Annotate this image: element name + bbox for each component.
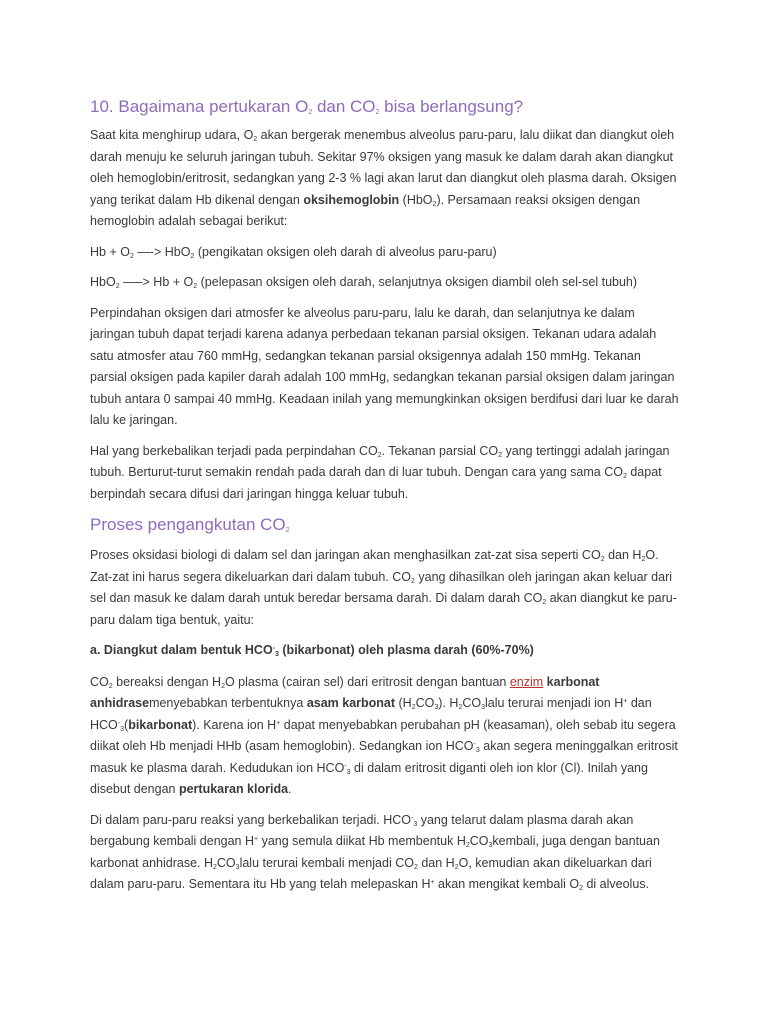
subscript: 3	[120, 725, 125, 733]
text: lalu terurai menjadi ion H	[484, 696, 624, 710]
subscript: 2	[213, 863, 217, 871]
subscript: 2	[542, 599, 547, 606]
text: di dalam eritrosit diganti oleh ion klor (Cl). Inilah yang disebut dengan	[90, 760, 648, 796]
text: HbO	[90, 275, 116, 289]
superscript: +	[254, 836, 259, 843]
enzim-link[interactable]: enzim	[509, 674, 544, 689]
subscript: 3	[413, 820, 418, 828]
subscript: 2	[193, 283, 198, 290]
text: ). Persamaan reaksi oksigen dengan hemoglobin adalah sebagai berikut:	[90, 192, 641, 228]
text: (H	[395, 696, 412, 710]
superscript: -	[272, 645, 276, 652]
text: (HbO	[399, 192, 433, 207]
subscript: 2	[622, 473, 627, 480]
subscript: 2	[190, 252, 195, 260]
subscript: 2	[285, 527, 290, 534]
subscript: 3	[475, 747, 480, 754]
document-page	[90, 96, 680, 905]
text: (pengikatan oksigen oleh darah di alveolus paru-paru)	[194, 244, 497, 259]
superscript: -	[473, 741, 476, 748]
text: .	[288, 782, 292, 796]
subscript: 2	[411, 577, 415, 585]
subscript: 2	[221, 682, 225, 690]
text: a. Diangkut dalam bentuk HCO	[90, 643, 273, 657]
subscript: 2	[458, 704, 463, 711]
text: CO	[90, 674, 109, 689]
text: dan H	[604, 548, 642, 562]
subscript: 2	[308, 109, 313, 116]
superscript: -	[410, 814, 414, 822]
text: CO	[462, 696, 482, 710]
bold-term: asam karbonat	[306, 696, 396, 710]
text: lalu terurai kembali menjadi CO	[239, 855, 414, 870]
text: ). H	[438, 696, 459, 710]
heading-text: Proses pengangkutan CO	[90, 515, 286, 534]
text: yang dihasilkan oleh jaringan akan keluar dari sel dan masuk ke dalam darah untuk beredar bersama darah. Di dalam darah CO	[90, 569, 673, 605]
equation-binding	[90, 242, 680, 264]
text: dan H	[417, 855, 455, 870]
subscript: 2	[454, 863, 459, 871]
superscript: +	[623, 698, 628, 705]
subscript: 2	[432, 200, 437, 208]
superscript: -	[344, 762, 347, 770]
text: ). Karena ion H	[192, 717, 277, 732]
superscript: +	[430, 879, 435, 886]
bold-term: karbonat anhidrase	[90, 674, 600, 710]
text: Saat kita menghirup udara, O	[90, 128, 254, 142]
subscript: 2	[253, 136, 258, 143]
text: (pelepasan oksigen oleh darah, selanjutnya oksigen diambil oleh sel-sel tubuh)	[197, 275, 638, 289]
subscript: 2	[375, 109, 380, 116]
reverse-paragraph	[90, 441, 680, 506]
question-heading	[90, 96, 680, 118]
subscript: 2	[108, 682, 113, 690]
intro-paragraph	[90, 125, 680, 233]
equation-release	[90, 272, 680, 294]
subscript: 3	[235, 863, 240, 871]
bold-term: pertukaran klorida	[178, 782, 289, 796]
text: di alveolus.	[582, 877, 649, 891]
text: akan diangkut ke paru-paru dalam tiga bentuk, yaitu:	[90, 591, 677, 627]
subscript: 2	[413, 863, 418, 871]
text: akan mengikat kembali O	[434, 877, 580, 891]
heading-text: dan CO	[312, 97, 376, 116]
text: yang telarut dalam plasma darah akan bergabung kembali dengan H	[90, 812, 634, 848]
text: bereaksi dengan H	[112, 674, 222, 689]
text: dapat menyebabkan perubahan pH (keasaman), oleh sebab itu segera diikat oleh Hb menjadi HHb (asam hemoglobin). Sedangkan ion HCO	[90, 717, 676, 753]
text: Di dalam paru-paru reaksi yang berkebalikan terjadi. HCO	[90, 812, 411, 827]
subscript: 3	[275, 651, 279, 658]
subscript: 2	[465, 842, 470, 849]
text: . Tekanan parsial CO	[381, 443, 499, 458]
subscript: 2	[579, 885, 583, 892]
text: akan segera meninggalkan eritrosit masuk ke plasma darah. Kedudukan ion HCO	[90, 739, 678, 775]
text: CO	[415, 696, 435, 710]
text: (	[124, 717, 129, 732]
subscript: 3	[481, 704, 485, 711]
text: CO	[216, 855, 236, 870]
subsection-a-heading	[90, 640, 680, 662]
pressure-paragraph: Perpindahan oksigen dari atmosfer ke alveolus paru-paru, lalu ke darah, dan selanjutnya ke dalam jaringan tubuh dapat terjadi karena adanya perbedaan tekanan parsial oksigen. Tekanan udara adalah satu atmosfer atau 760 mmHg, sedangkan tekanan parsial oksigennya adalah 150 mmHg. Tekanan parsial oksigen pada kapiler darah adalah 100 mmHg, sedangkan tekanan parsial oksigen dalam jaringan tubuh antara 0 sampai 40 mmHg. Keadaan inilah yang memungkinkan oksigen berdifusi dari luar ke darah lalu ke jaringan.	[90, 305, 679, 427]
text: dapat berpindah secara difusi dari jaringan hingga keluar tubuh.	[90, 465, 662, 501]
text: —–> Hb + O	[119, 275, 194, 289]
subscript: 2	[377, 451, 382, 459]
bold-term: oksihemoglobin	[303, 192, 400, 207]
bicarbonate-paragraph	[90, 672, 680, 801]
subscript: 2	[115, 283, 120, 290]
subscript: 2	[498, 451, 503, 459]
bold-term: bikarbonat	[128, 717, 193, 732]
subscript: 2	[129, 252, 134, 260]
subscript: 3	[346, 768, 351, 776]
subscript: 2	[600, 556, 605, 563]
text: O plasma (cairan sel) dari eritrosit dengan bantuan	[224, 674, 510, 689]
text: kembali, juga dengan bantuan karbonat anhidrase. H	[90, 834, 660, 870]
subscript: 2	[411, 704, 416, 711]
lung-reaction-paragraph	[90, 810, 680, 896]
subscript: 3	[434, 704, 439, 711]
text: akan bergerak menembus alveolus paru-paru, lalu diikat dan diangkut oleh darah menuju ke seluruh jaringan tubuh. Sekitar 97% oksigen yang masuk ke dalam darah akan diangkut oleh hemoglobin/eritrosit, sedangkan yang 2-3 % lagi akan larut dan diangkut oleh plasma darah. Oksigen yang terikat dalam Hb dikenal dengan	[90, 128, 677, 207]
text: yang semula diikat Hb membentuk H	[258, 834, 466, 848]
text: CO	[469, 834, 489, 848]
heading-text: bisa berlangsung?	[379, 97, 524, 116]
text: O. Zat-zat ini harus segera dikeluarkan dari dalam tubuh. CO	[90, 548, 659, 584]
process-paragraph	[90, 545, 680, 631]
superscript: -	[117, 719, 121, 727]
text: Hb + O	[90, 244, 130, 259]
text: Hal yang berkebalikan terjadi pada perpindahan CO	[90, 443, 378, 458]
section-heading	[90, 514, 680, 536]
text: O, kemudian akan dikeluarkan dari dalam paru-paru. Sementara itu Hb yang telah melepaskan H	[90, 855, 652, 891]
text: (bikarbonat) oleh plasma darah (60%-70%)	[278, 643, 534, 657]
heading-text: 10. Bagaimana pertukaran O	[90, 97, 309, 116]
text: yang tertinggi adalah jaringan tubuh. Berturut-turut semakin rendah pada darah dan di luar tubuh. Dengan cara yang sama CO	[90, 443, 670, 479]
text: menyebabkan terbentuknya	[149, 696, 307, 710]
subscript: 2	[641, 556, 646, 563]
subscript: 3	[488, 842, 493, 849]
text: —-> HbO	[133, 244, 191, 259]
superscript: +	[276, 719, 281, 727]
text: dan HCO	[90, 696, 652, 732]
text: Proses oksidasi biologi di dalam sel dan jaringan akan menghasilkan zat-zat sisa seperti CO	[90, 548, 601, 562]
